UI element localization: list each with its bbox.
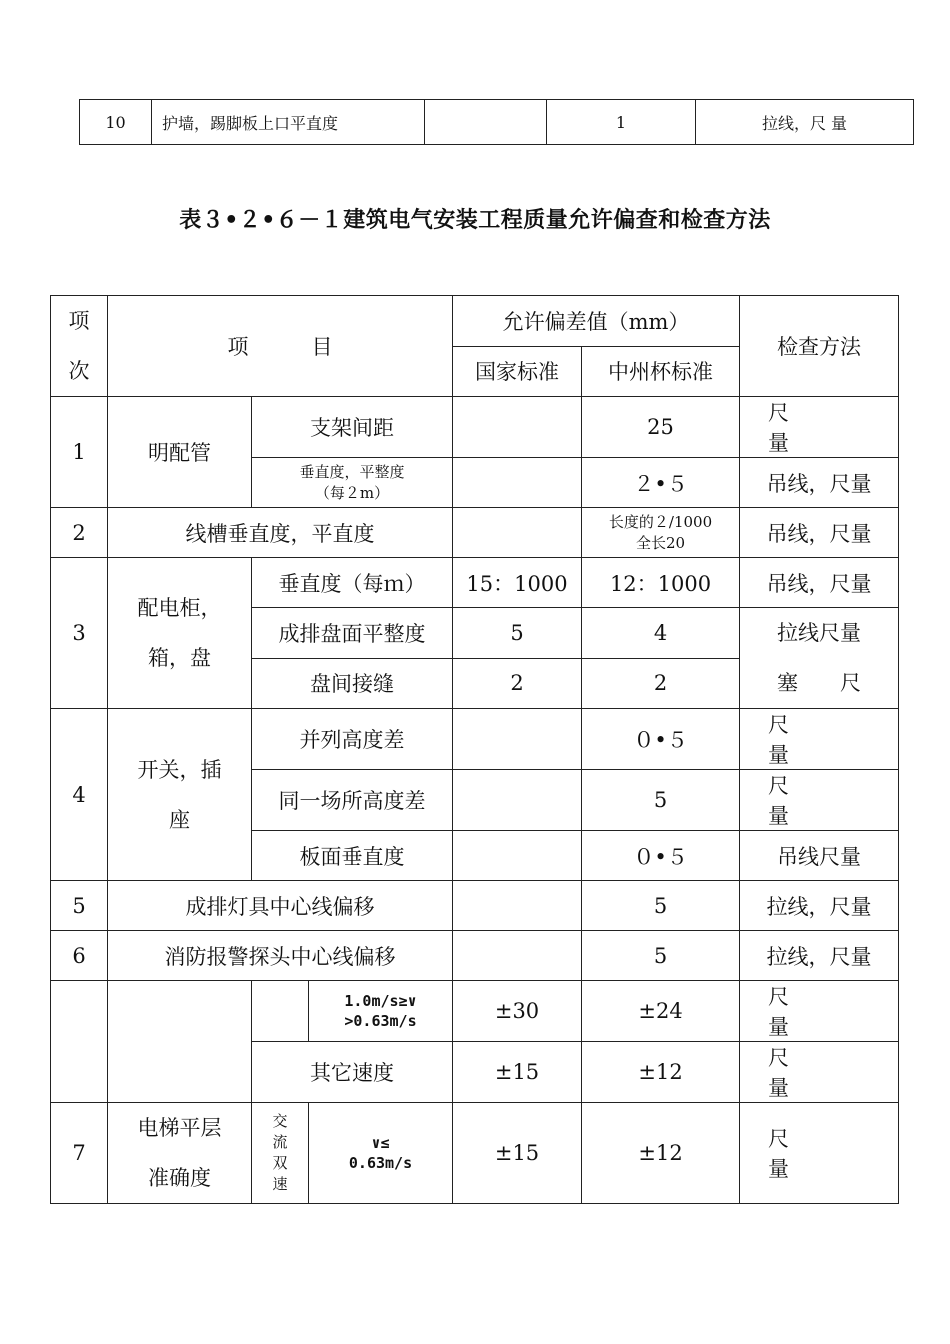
group-line1: 电梯平层 — [137, 1116, 222, 1140]
national-standard-cell — [425, 100, 547, 145]
header-row — [51, 296, 899, 347]
row-item: 板面垂直度 — [252, 831, 453, 881]
check-method-cell: 拉线，尺量 — [740, 881, 899, 931]
row-item — [252, 458, 453, 508]
check-method-cell: 尺 量 — [740, 981, 899, 1042]
zhongzhou-standard-cell: 12：1000 — [582, 558, 740, 608]
row-item: 支架间距 — [252, 397, 453, 458]
row-number: 7 — [51, 1103, 108, 1204]
speed-line2: 0.63m/s — [348, 1154, 413, 1172]
row-group — [108, 1103, 252, 1204]
row-item: 其它速度 — [252, 1042, 453, 1103]
table-caption: 表３•２•６－１建筑电气安装工程质量允许偏查和检查方法 — [179, 208, 771, 233]
group-line1: 配电柜， — [137, 596, 222, 620]
previous-table-fragment — [79, 99, 914, 145]
national-standard-cell: ±15 — [453, 1103, 582, 1204]
speed-line1: 1.0m/s≥∨ — [344, 992, 417, 1010]
speed-type-empty — [252, 981, 309, 1042]
zhongzhou-standard-cell: 5 — [582, 931, 740, 981]
header-no-line2: 次 — [68, 359, 90, 383]
group-line2: 准确度 — [148, 1166, 211, 1190]
header-item: 项 目 — [108, 296, 453, 397]
header-item-number — [51, 296, 108, 397]
national-standard-cell — [453, 931, 582, 981]
zhongzhou-standard-cell: 5 — [582, 881, 740, 931]
check-method-cell: 尺 量 — [740, 1042, 899, 1103]
row-item: 消防报警探头中心线偏移 — [108, 931, 453, 981]
type-char-1: 交 — [272, 1112, 288, 1130]
national-standard-cell — [453, 709, 582, 770]
group-line1: 开关，插 — [137, 757, 222, 782]
table-row — [51, 709, 899, 770]
row-number: 2 — [51, 508, 108, 558]
zhongzhou-standard-cell — [582, 508, 740, 558]
national-standard-cell: ±15 — [453, 1042, 582, 1103]
row-item: 成排盘面平整度 — [252, 608, 453, 659]
row-item-line1: 垂直度，平整度 — [299, 462, 405, 481]
group-line2: 箱，盘 — [148, 646, 211, 670]
method-line2: 塞 尺 — [777, 671, 862, 695]
check-method-cell: 拉线，尺 量 — [696, 100, 914, 145]
row-number: 6 — [51, 931, 108, 981]
row-number: 1 — [51, 397, 108, 508]
row-number: 4 — [51, 709, 108, 881]
speed-range — [309, 1103, 453, 1204]
speed-type-ac-dual — [252, 1103, 309, 1204]
table-row — [51, 931, 899, 981]
method-line1: 拉线尺量 — [777, 621, 862, 645]
zhongzhou-standard-cell: 5 — [582, 770, 740, 831]
zhongzhou-standard-cell: 25 — [582, 397, 740, 458]
national-standard-cell: 2 — [453, 658, 582, 709]
check-method-cell: 尺 量 — [740, 1103, 899, 1204]
quality-tolerance-table — [50, 295, 899, 1204]
table-row — [51, 558, 899, 608]
zz-line1: 长度的２/1000 — [608, 512, 713, 531]
zhongzhou-standard-cell: ±24 — [582, 981, 740, 1042]
zhongzhou-standard-cell: 4 — [582, 608, 740, 659]
type-char-2: 流 — [272, 1133, 288, 1151]
zhongzhou-standard-cell: ±12 — [582, 1042, 740, 1103]
table-row — [51, 1103, 899, 1204]
header-no-line1: 项 — [68, 309, 90, 333]
row-number: 5 — [51, 881, 108, 931]
row-group-empty — [108, 981, 252, 1103]
row-item: 盘间接缝 — [252, 658, 453, 709]
zhongzhou-standard-cell: 2 — [582, 658, 740, 709]
speed-line2: >0.63m/s — [344, 1012, 417, 1030]
check-method-cell: 尺 量 — [740, 709, 899, 770]
row-item: 成排灯具中心线偏移 — [108, 881, 453, 931]
group-line2: 座 — [169, 807, 190, 832]
row-number: 3 — [51, 558, 108, 709]
row-group — [108, 558, 252, 709]
header-allowed-deviation: 允许偏差值（mm） — [453, 296, 740, 347]
check-method-cell: 尺 量 — [740, 770, 899, 831]
zhongzhou-standard-cell: ０•５ — [582, 831, 740, 881]
row-item: 线槽垂直度，平直度 — [108, 508, 453, 558]
table-row — [51, 881, 899, 931]
row-item: 同一场所高度差 — [252, 770, 453, 831]
table-row — [51, 981, 899, 1042]
national-standard-cell — [453, 770, 582, 831]
check-method-cell: 吊线，尺量 — [740, 558, 899, 608]
type-char-3: 双 — [272, 1154, 288, 1172]
zhongzhou-standard-cell: ０•５ — [582, 709, 740, 770]
check-method-cell: 尺 量 — [740, 397, 899, 458]
row-item: 护墙，踢脚板上口平直度 — [152, 100, 425, 145]
zhongzhou-standard-cell: ±12 — [582, 1103, 740, 1204]
row-group: 明配管 — [108, 397, 252, 508]
row-number: 10 — [80, 100, 152, 145]
national-standard-cell — [453, 397, 582, 458]
check-method-cell: 吊线，尺量 — [740, 458, 899, 508]
check-method-cell: 拉线，尺量 — [740, 931, 899, 981]
check-method-cell: 吊线尺量 — [740, 831, 899, 881]
speed-range — [309, 981, 453, 1042]
zhongzhou-standard-cell: ２•５ — [582, 458, 740, 508]
national-standard-cell — [453, 831, 582, 881]
row-item: 垂直度（每ｍ） — [252, 558, 453, 608]
table-row — [51, 397, 899, 458]
table-row — [80, 100, 914, 145]
row-item: 并列高度差 — [252, 709, 453, 770]
row-item-line2: （每２m） — [314, 483, 390, 502]
header-zhongzhou-standard: 中州杯标准 — [582, 346, 740, 397]
zz-line2: 全长20 — [635, 533, 686, 552]
table-row — [51, 508, 899, 558]
speed-line1: ∨≤ — [371, 1134, 390, 1152]
national-standard-cell — [453, 458, 582, 508]
national-standard-cell — [453, 881, 582, 931]
row-group — [108, 709, 252, 881]
national-standard-cell: 15：1000 — [453, 558, 582, 608]
header-national-standard: 国家标准 — [453, 346, 582, 397]
type-char-4: 速 — [272, 1175, 288, 1193]
national-standard-cell: ±30 — [453, 981, 582, 1042]
national-standard-cell — [453, 508, 582, 558]
check-method-cell — [740, 608, 899, 709]
zhongzhou-standard-cell: 1 — [547, 100, 696, 145]
row-number-empty — [51, 981, 108, 1103]
national-standard-cell: 5 — [453, 608, 582, 659]
header-check-method: 检查方法 — [740, 296, 899, 397]
check-method-cell: 吊线，尺量 — [740, 508, 899, 558]
